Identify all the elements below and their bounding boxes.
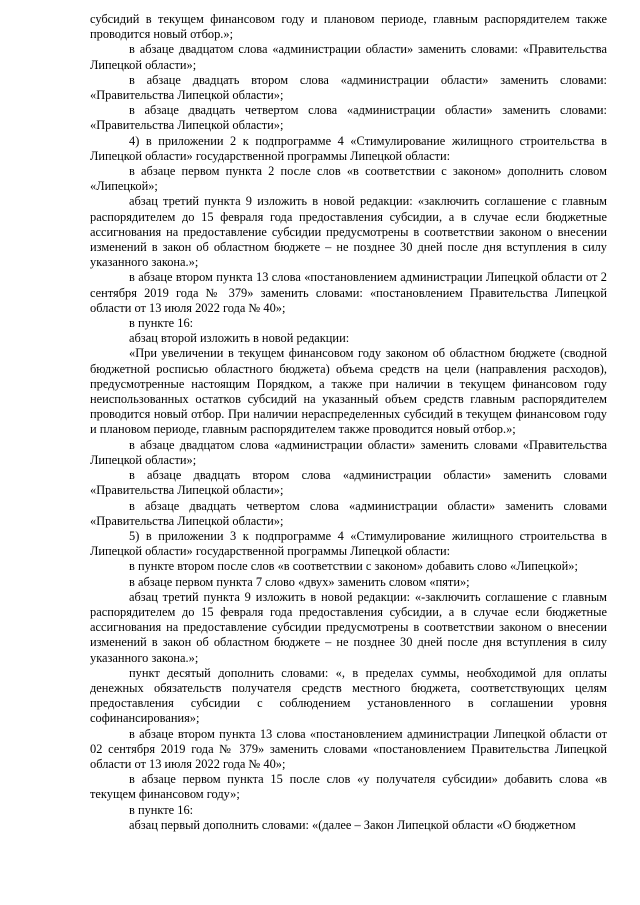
paragraph: 4) в приложении 2 к подпрограмме 4 «Стимулирование жилищного строительства в Липецкой области» государственной программы Липецкой области: [90, 133, 607, 163]
paragraph: абзац третий пункта 9 изложить в новой редакции: «заключить соглашение с главным распорядителем до 15 февраля года предоставления субсидии, а в случае если бюджетные ассигнования на предоставление субсидии предусмотрены в соответствии законом о внесении изменений в закон об областном бюджете – не позднее 30 дней после дня вступления в силу указанного закона.»; [90, 194, 607, 270]
paragraph: в абзаце первом пункта 7 слово «двух» заменить словом «пяти»; [129, 574, 470, 589]
paragraph: абзац второй изложить в новой редакции: [129, 331, 350, 346]
paragraph: «При увеличении в текущем финансовом году законом об областном бюджете (сводной бюджетной росписью областного бюджета) объема средств на цели (направления расходов), предусмотренные настоящим Порядком, а также при наличии в текущем финансовом году неиспользованных остатков субсидий на указанный объем средств главным распорядителем проводится новый отбор. При наличии нераспределенных субсидий в текущем финансовом году и плановом периоде, главным распорядителем также проводится новый отбор.»; [90, 346, 607, 437]
paragraph: в абзаце первом пункта 15 после слов «у получателя субсидии» добавить слова «в текущем финансовом году»; [90, 772, 607, 802]
paragraph: в абзаце втором пункта 13 слова «постановлением администрации Липецкой области от 02 сентября 2019 года № 379» заменить словами «постановлением Правительства Липецкой области от 13 июля 2022 года № 40»; [90, 726, 607, 771]
paragraph: в пункте 16: [129, 316, 194, 331]
paragraph: 5) в приложении 3 к подпрограмме 4 «Стимулирование жилищного строительства в Липецкой области» государственной программы Липецкой области: [90, 528, 607, 559]
paragraph: в абзаце двадцать четвертом слова «администрации области» заменить словами: «Правительства Липецкой области»; [90, 103, 607, 133]
paragraph: в абзаце двадцатом слова «администрации области» заменить словами «Правительства Липецкой области»; [90, 437, 607, 467]
paragraph: в абзаце двадцатом слова «администрации области» заменить словами: «Правительства Липецкой области»; [90, 42, 607, 72]
document-page [90, 12, 607, 833]
paragraph: в пункте втором после слов «в соответствии с законом» добавить слово «Липецкой»; [129, 559, 578, 574]
paragraph: в абзаце первом пункта 2 после слов «в соответствии с законом» дополнить словом «Липецкой»; [90, 164, 607, 194]
paragraph: субсидий в текущем финансовом году и плановом периоде, главным распорядителем также проводится новый отбор.»; [90, 12, 607, 42]
paragraph: абзац первый дополнить словами: «(далее – Закон Липецкой области «О бюджетном [129, 817, 576, 832]
paragraph: в пункте 16: [129, 802, 194, 817]
paragraph: в абзаце двадцать втором слова «администрации области» заменить словами «Правительства Липецкой области»; [90, 468, 607, 498]
paragraph: в абзаце втором пункта 13 слова «постановлением администрации Липецкой области от 2 сентября 2019 года № 379» заменить словами: «постановлением Правительства Липецкой области от 13 июля 2022 года № 40»; [90, 270, 607, 315]
paragraph: в абзаце двадцать четвертом слова «администрации области» заменить словами «Правительства Липецкой области»; [90, 498, 607, 528]
paragraph: абзац третий пункта 9 изложить в новой редакции: «-заключить соглашение с главным распорядителем до 15 февраля года предоставления субсидии, а в случае если бюджетные ассигнования на предоставление субсидии предусмотрены в соответствии законом о внесении изменений в закон об областном бюджете – не позднее 30 дней после дня вступления в силу указанного закона.»; [90, 589, 607, 665]
paragraph: пункт десятый дополнить словами: «, в пределах суммы, необходимой для оплаты денежных обязательств получателя средств местного бюджета, соответствующих целям предоставления субсидии с соблюдением установленного в соглашении уровня софинансирования»; [90, 665, 607, 726]
paragraph: в абзаце двадцать втором слова «администрации области» заменить словами: «Правительства Липецкой области»; [90, 72, 607, 103]
